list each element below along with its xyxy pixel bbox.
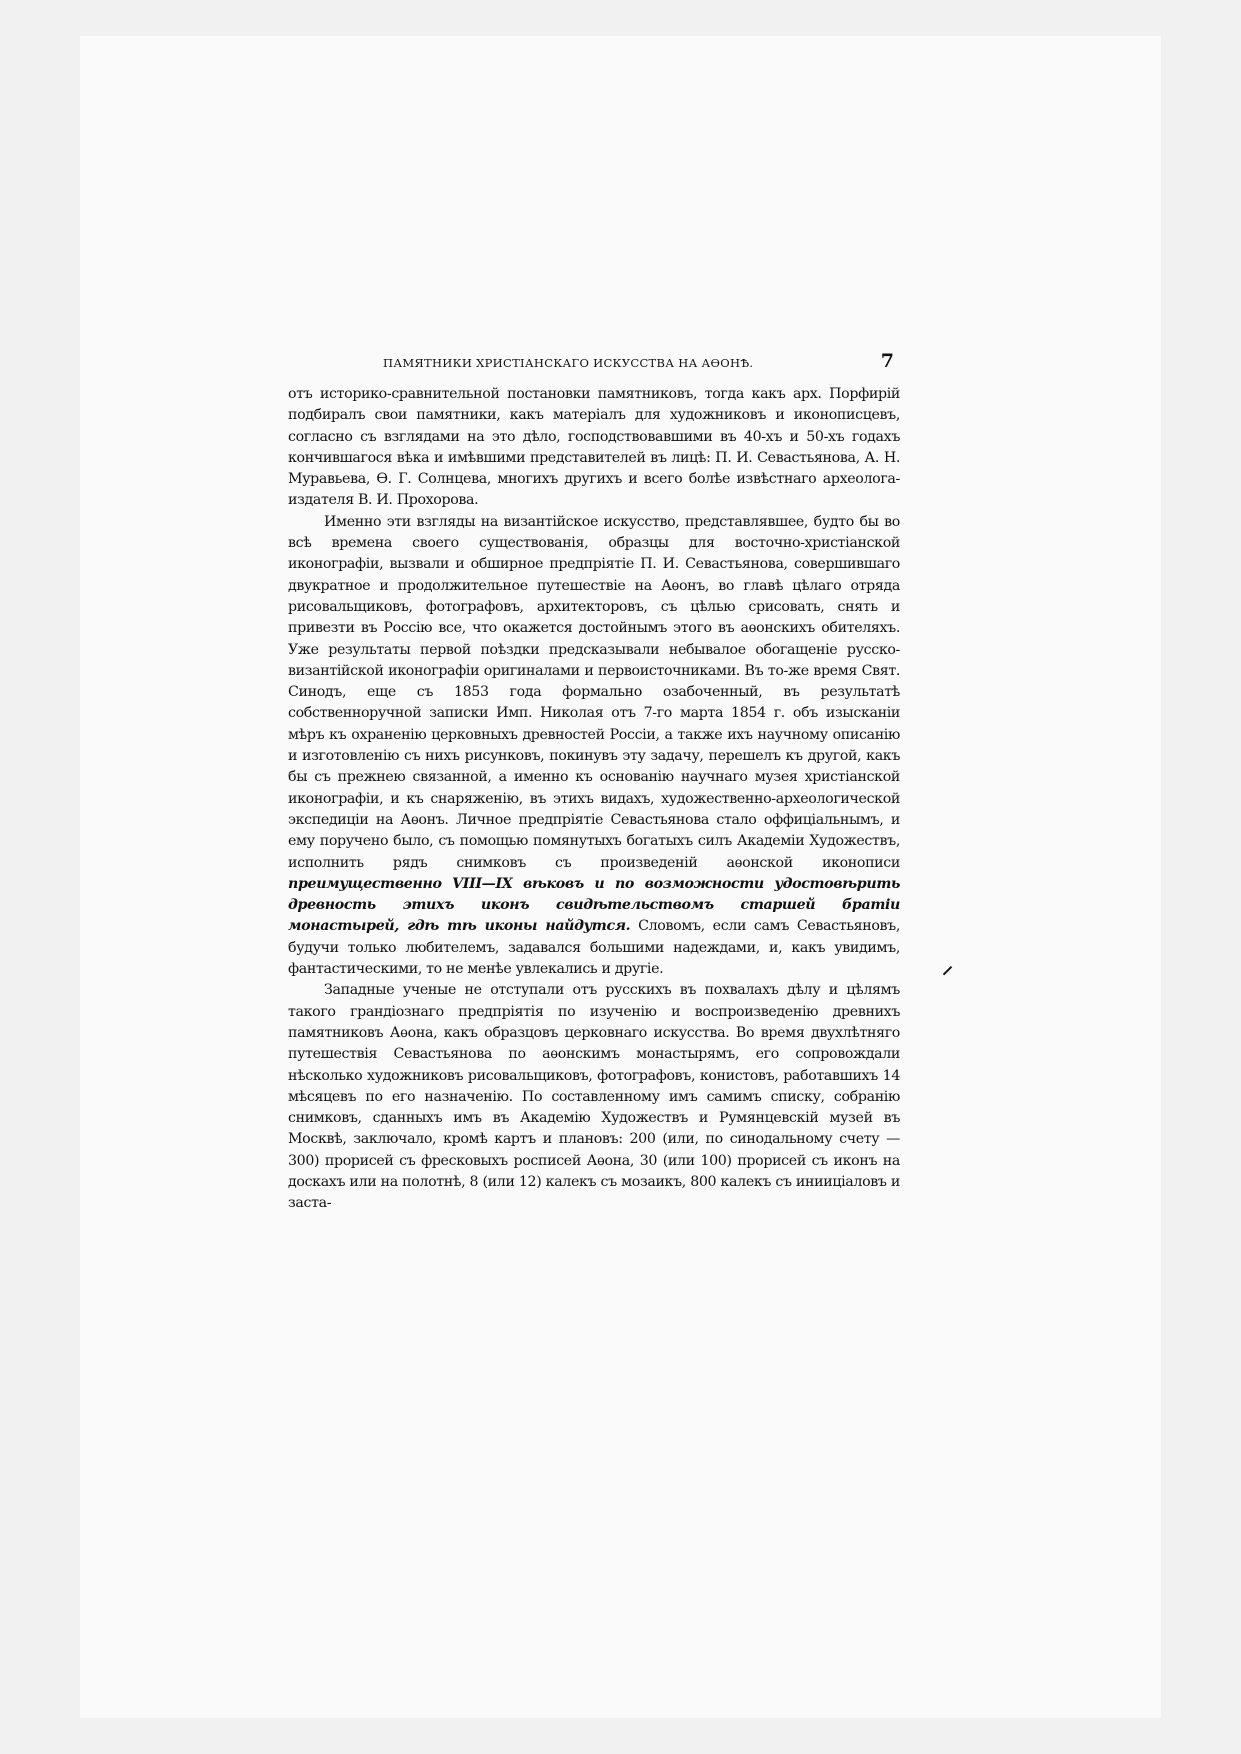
paragraph-2-text-b: Словомъ, если самъ Севастьяновъ, будучи только любителемъ, задавался большими надеждами, и, какъ увидимъ, фантастическими, то не менѣе увлекались и другіе.	[288, 918, 900, 978]
paragraph-3: Западные ученые не отступали отъ русскихъ въ похвалахъ дѣлу и цѣлямъ такого грандіознаго предпріятія по изученію и воспроизведенію древнихъ памятниковъ Аѳона, какъ образцовъ церковнаго искусства. Во время двухлѣтняго путешествія Севастьянова по аѳонскимъ монастырямъ, его сопровождали нѣсколько художниковъ рисовальщиковъ, фотографовъ, конистовъ, работавшихъ 14 мѣсяцевъ по его назначенію. По составленному имъ самимъ списку, собранію снимковъ, сданныхъ имъ въ Академію Художествъ и Румянцевскій музей въ Москвѣ, заключало, кромѣ картъ и плановъ: 200 (или, по синодальному счету — 300) прорисей съ фресковыхъ росписей Аѳона, 30 (или 100) прорисей съ иконъ на доскахъ или на полотнѣ, 8 (или 12) калекъ съ мозаикъ, 800 калекъ съ инииціаловъ и заста-	[288, 982, 900, 1212]
paragraph-2-text-a: Именно эти взгляды на византійское искусство, представлявшее, будто бы во всѣ времена своего существованія, образцы для восточно-христіанской иконографіи, вызвали и обширное предпріятіе П. И. Севастьянова, совершившаго двукратное и продолжительное путешествіе на Аѳонъ, во главѣ цѣлаго отряда рисовальщиковъ, фотографовъ, архитекторовъ, съ цѣлью срисовать, снять и привезти въ Россію все, что окажется достойнымъ этого въ аѳонскихъ обителяхъ. Уже результаты первой поѣздки предсказывали небывалое обогащеніе русско-византійской иконографіи оригиналами и первоисточниками. Въ то-же время Свят. Синодъ, еще съ 1853 года формально озабоченный, въ результатѣ собственноручной записки Имп. Николая отъ 7-го марта 1854 г. объ изысканіи мѣръ къ охраненію церковныхъ древностей Россіи, а также ихъ научному описанію и изготовленію съ нихъ рисунковъ, покинувъ эту задачу, перешелъ къ другой, какъ бы съ прежнею связанной, а именно къ основанію научнаго музея христіанской иконографіи, и къ снаряженію, въ этихъ видахъ, художественно-археологической экспедиціи на Аѳонъ. Личное предпріятіе Севастьянова стало оффиціальнымъ, и ему поручено было, съ помощью помянутыхъ богатыхъ силъ Академіи Художествъ, исполнить рядъ снимковъ съ произведеній аѳонской иконописи	[288, 513, 900, 871]
page-number: 7	[880, 350, 894, 372]
paragraph-2	[288, 512, 900, 981]
page-header	[288, 350, 900, 374]
body-text	[288, 384, 900, 1215]
margin-mark: ⸝	[942, 953, 954, 979]
paragraph-1: отъ историко-сравнительной постановки памятниковъ, тогда какъ арх. Порфирій подбиралъ свои памятники, какъ матеріалъ для художниковъ и иконописцевъ, согласно съ взглядами на это дѣло, господствовавшими въ 40-хъ и 50-хъ годахъ кончившагося вѣка и имѣвшими представителей въ лицѣ: П. И. Севастьянова, А. Н. Муравьева, Ѳ. Г. Солнцева, многихъ другихъ и всего болѣе извѣстнаго археолога-издателя В. И. Прохорова.	[288, 386, 900, 509]
paragraph-2-italic: преимущественно VIII—IX вѣковъ и по возможности удостовѣрить древность этихъ иконъ свидѣтельствомъ старшей братіи монастырей, гдѣ тѣ иконы найдутся.	[288, 875, 900, 935]
running-head: ПАМЯТНИКИ ХРИСТІАНСКАГО ИСКУССТВА НА АѲОНѢ.	[383, 356, 754, 370]
book-page	[288, 350, 900, 1215]
